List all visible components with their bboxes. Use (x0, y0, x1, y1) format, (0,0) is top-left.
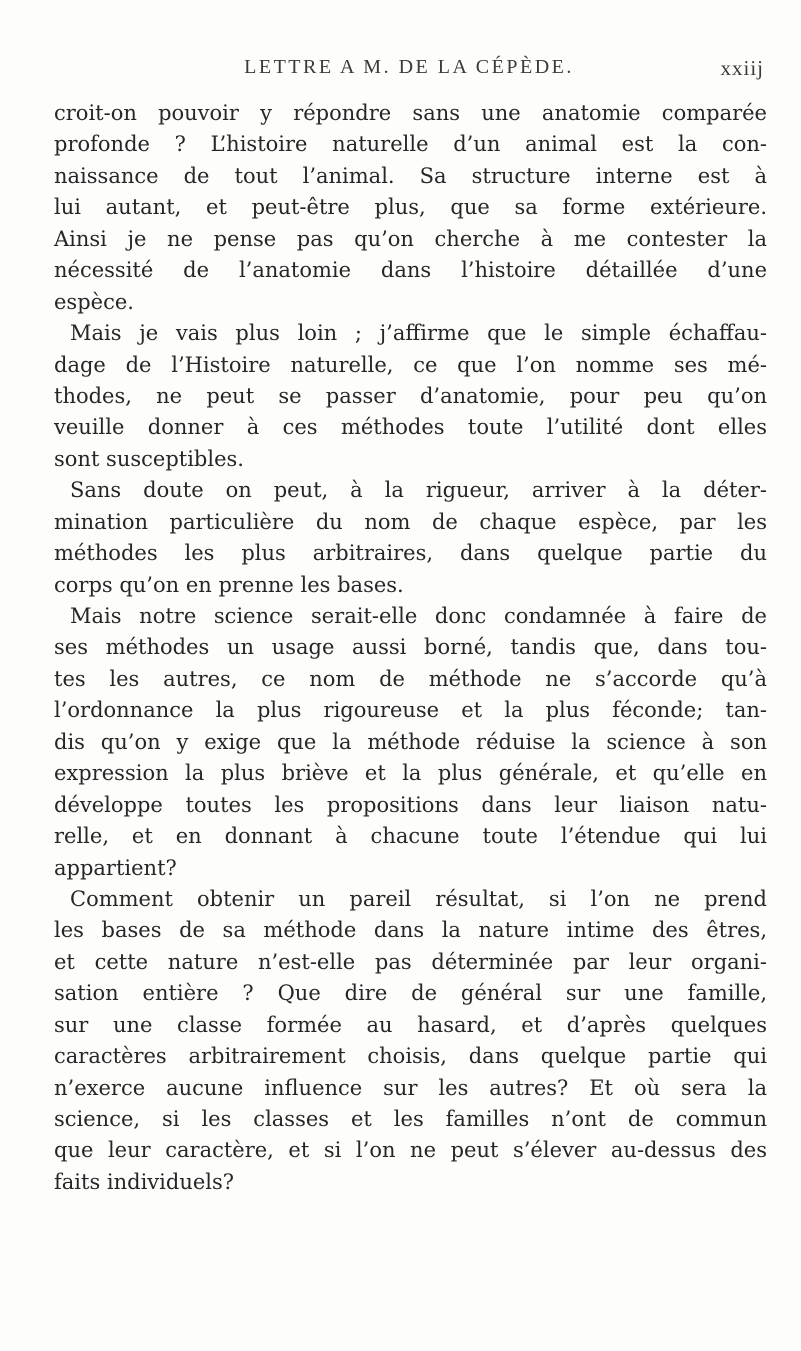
text-line: et cette nature n’est-elle pas déterminée par leur organi- (54, 949, 767, 974)
text-line: tes les autres, ce nom de méthode ne s’accorde qu’à (54, 666, 767, 691)
text-line: Mais je vais plus loin ; j’affirme que le simple échaffau- (70, 321, 767, 346)
text-line: lui autant, et peut-être plus, que sa forme extérieure. (54, 195, 767, 220)
text-line: Comment obtenir un pareil résultat, si l’on ne prend (70, 886, 767, 911)
text-line: science, si les classes et les familles n’ont de commun (54, 1107, 767, 1131)
text-line: relle, et en donnant à chacune toute l’étendue qui lui (54, 824, 767, 849)
text-line: l’ordonnance la plus rigoureuse et la plus féconde; tan- (54, 698, 767, 723)
text-line: veuille donner à ces méthodes toute l’utilité dont elles (54, 415, 767, 440)
text-line: croit-on pouvoir y répondre sans une anatomie comparée (54, 101, 767, 125)
text-line: expression la plus briève et la plus générale, et qu’elle en (54, 761, 767, 786)
text-line: ses méthodes un usage aussi borné, tandis que, dans tou- (54, 635, 767, 660)
running-title: LETTRE A M. DE LA CÉPÈDE. (244, 56, 574, 78)
text-line: que leur caractère, et si l’on ne peut s’élever au-dessus des (54, 1138, 767, 1163)
text-line: sation entière ? Que dire de général sur une famille, (54, 981, 767, 1006)
text-line: sur une classe formée au hasard, et d’après quelques (54, 1012, 767, 1037)
running-head (54, 56, 764, 86)
text-line: thodes, ne peut se passer d’anatomie, pour peu qu’on (54, 383, 767, 408)
text-line: appartient? (54, 855, 177, 880)
text-line: Mais notre science serait-elle donc condamnée à faire de (70, 604, 767, 628)
text-line: naissance de tout l’animal. Sa structure interne est à (54, 163, 767, 188)
text-line: corps qu’on en prenne les bases. (54, 572, 404, 597)
text-line: dage de l’Histoire naturelle, ce que l’on nomme ses mé- (54, 352, 767, 377)
body-text (54, 98, 767, 1198)
text-line: nécessité de l’anatomie dans l’histoire détaillée d’une (54, 258, 767, 283)
text-line: caractères arbitrairement choisis, dans quelque partie qui (54, 1044, 767, 1069)
text-line: Sans doute on peut, à la rigueur, arriver à la déter- (70, 478, 767, 503)
text-line: n’exerce aucune influence sur les autres? Et où sera la (54, 1075, 767, 1100)
text-line: développe toutes les propositions dans leur liaison natu- (54, 792, 767, 817)
text-line: les bases de sa méthode dans la nature intime des êtres, (54, 918, 767, 943)
text-line: dis qu’on y exige que la méthode réduise la science à son (54, 729, 767, 754)
text-line: mination particulière du nom de chaque espèce, par les (54, 509, 767, 534)
text-line: profonde ? L’histoire naturelle d’un animal est la con- (54, 132, 767, 157)
text-line: faits individuels? (54, 1169, 235, 1194)
page-number: xxiij (720, 56, 764, 80)
text-line: méthodes les plus arbitraires, dans quelque partie du (54, 541, 767, 566)
text-line: espèce. (54, 289, 134, 314)
text-line: Ainsi je ne pense pas qu’on cherche à me contester la (54, 226, 767, 251)
text-line: sont susceptibles. (54, 446, 244, 471)
